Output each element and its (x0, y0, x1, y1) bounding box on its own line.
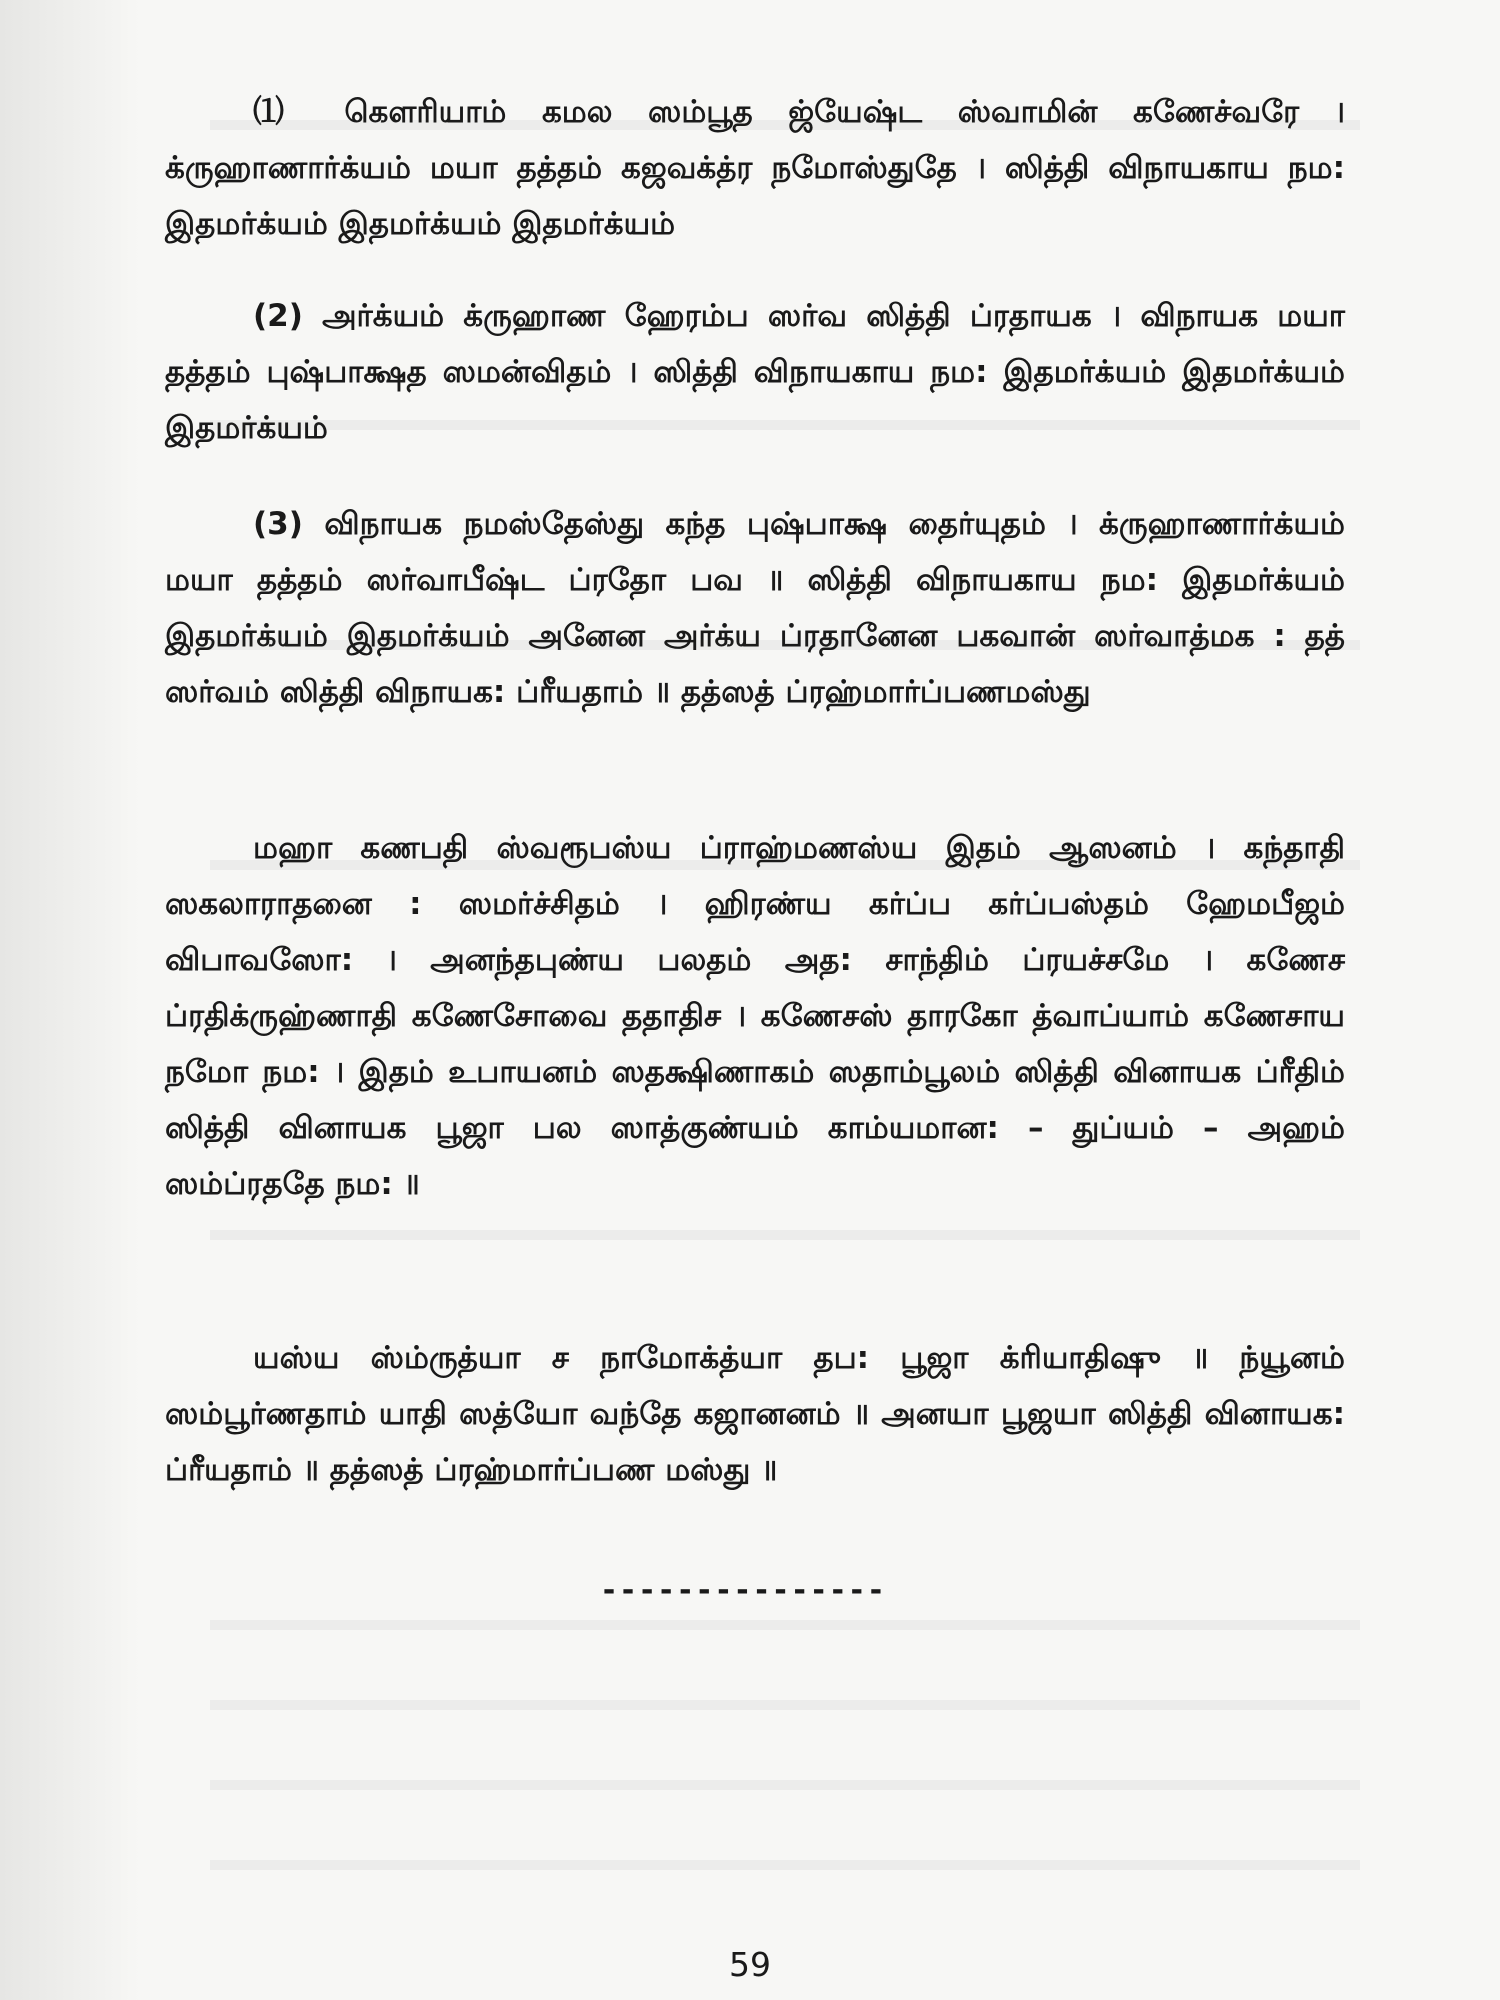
paragraph-2: (2) அர்க்யம் க்ருஹாண ஹேரம்ப ஸர்வ ஸித்தி ப்ரதாயக । விநாயக மயா தத்தம் புஷ்பாக்ஷத ஸமன்விதம் । ஸித்தி விநாயகாய நம: இதமர்க்யம் இதமர்க்யம் இதமர்க்யம் (165, 298, 1345, 446)
paragraph-1: ⑴ கௌரியாம் கமல ஸம்பூத ஜ்யேஷ்ட ஸ்வாமின் கணேச்வரே ‌। க்ருஹாணார்க்யம் மயா தத்தம் கஜவக்த்ர நமோஸ்துதே । ஸித்தி விநாயகாய நம: இதமர்க்யம் இதமர்க்யம் இதமர்க்யம் (165, 94, 1345, 242)
show-through-line (210, 1230, 1360, 1240)
paragraph-5: யஸ்ய ஸ்ம்ருத்யா ச நாமோக்த்யா தப: பூஜா க்ரியாதிஷு ॥ ந்யூனம் ஸம்பூர்ணதாம் யாதி ஸத்யோ வந்தே கஜானனம் ॥ அனயா பூஜயா ஸித்தி வினாயக: ப்ரீயதாம் ॥ தத்ஸத் ப்ரஹ்மார்ப்பண மஸ்து ॥ (165, 1340, 1345, 1488)
show-through-line (210, 1620, 1360, 1630)
paragraph-3: (3) விநாயக நமஸ்தேஸ்து கந்த புஷ்பாக்ஷ தைர்யுதம் । க்ருஹாணார்க்யம் மயா தத்தம் ஸர்வாபீஷ்ட ப்ரதோ பவ ॥ ஸித்தி விநாயகாய நம: இதமர்க்யம் இதமர்க்யம் இதமர்க்யம் அனேன அர்க்ய ப்ரதானேன பகவான் ஸர்வாத்மக : தத் ஸர்வம் ஸித்தி விநாயக: ப்ரீயதாம் ॥ தத்ஸத் ப்ரஹ்மார்ப்பணமஸ்து (165, 506, 1345, 710)
page-number: 59 (729, 1945, 771, 1984)
show-through-line (210, 1860, 1360, 1870)
show-through-line (210, 1780, 1360, 1790)
section-separator: --------------- (600, 1573, 886, 1608)
show-through-line (210, 1700, 1360, 1710)
paragraph-4: மஹா கணபதி ஸ்வரூபஸ்ய ப்ராஹ்மணஸ்ய இதம் ஆஸனம் । கந்தாதி ஸகலாராதனை : ஸமர்ச்சிதம் । ஹிரண்ய கர்ப்ப கர்ப்பஸ்தம் ஹேமபீஜம் விபாவஸோ: । அனந்தபுண்ய பலதம் அத: சாந்திம் ப்ரயச்சமே । கணேச ப்ரதிக்ருஹ்ணாதி கணேசோவை ததாதிச । கணேசஸ் தாரகோ த்வாப்யாம் கணேசாய நமோ நம: । இதம் உபாயனம் ஸதக்ஷிணாகம் ஸதாம்பூலம் ஸித்தி வினாயக ப்ரீதிம் ஸித்தி வினாயக பூஜா பல ஸாத்குண்யம் காம்யமான: – துப்யம் – அஹம் ஸம்ப்ரததே நம: ॥ (165, 830, 1345, 1202)
